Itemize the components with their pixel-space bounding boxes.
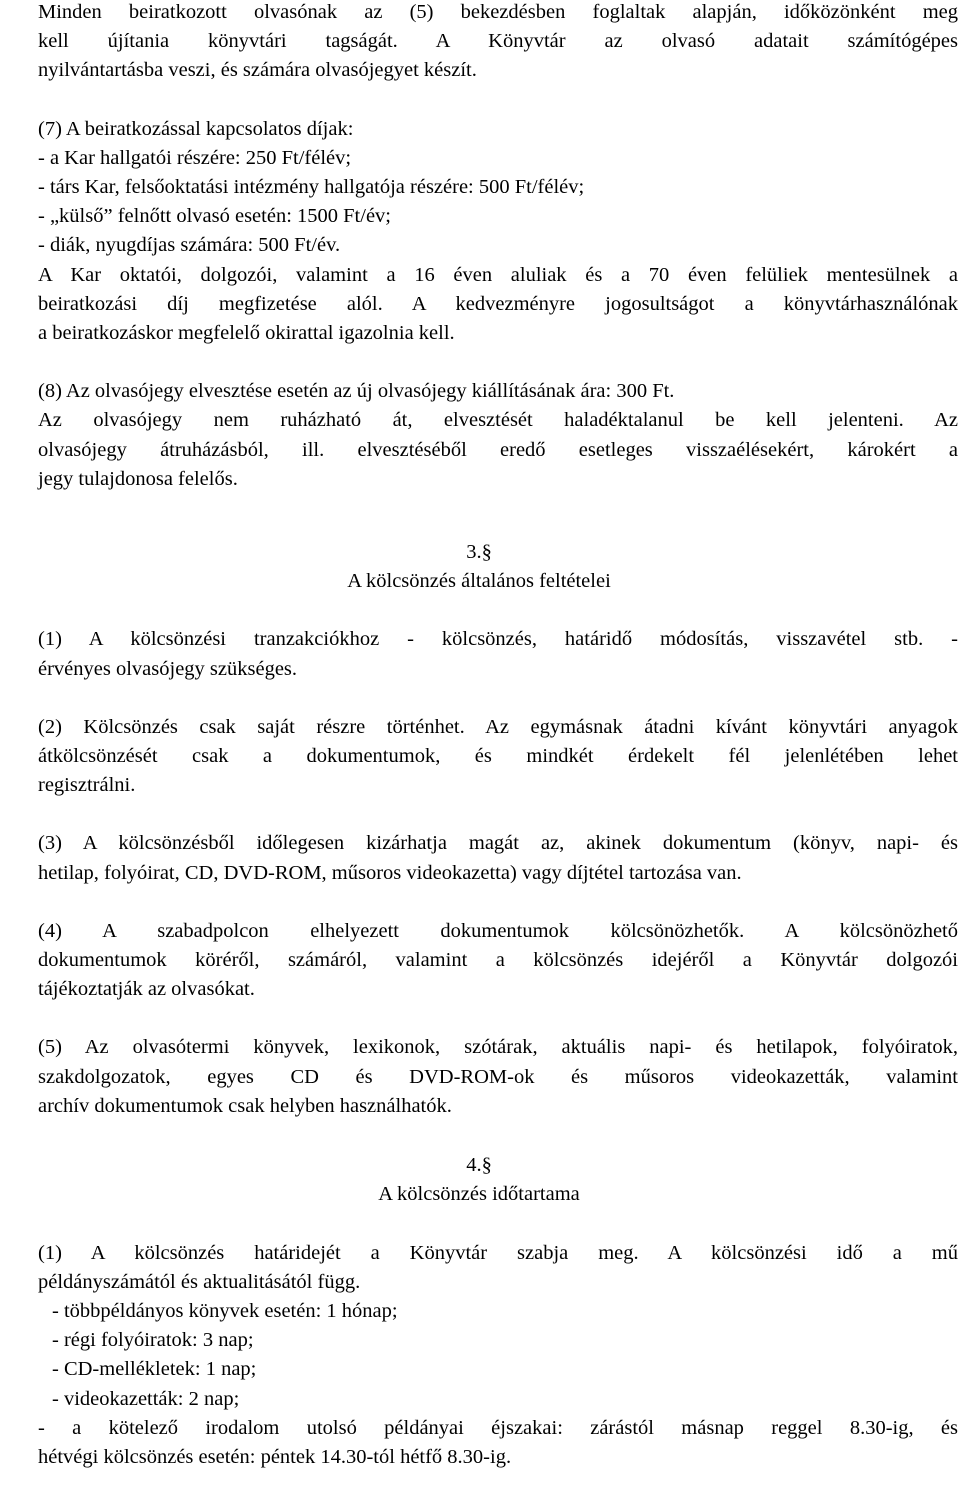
section-7-line-7: beiratkozási díj megfizetése alól. A kedvezményre jogosultságot a könyvtárhasználónak (38, 292, 958, 315)
chapter-4-item-1-line-1: (1) A kölcsönzés határidejét a Könyvtár szabja meg. A kölcsönzési idő a mű (38, 1241, 958, 1264)
chapter-3-item-1 (38, 625, 958, 683)
section-8-line-1: (8) Az olvasójegy elvesztése esetén az új olvasójegy kiállításának ára: 300 Ft. (38, 380, 675, 403)
section-7-line-3: - társ Kar, felsőoktatási intézmény hallgatója részére: 500 Ft/félév; (38, 176, 585, 199)
section-8-lost-card (38, 377, 958, 494)
chapter-3-item-2-line-1: (2) Kölcsönzés csak saját részre történhet. Az egymásnak átadni kívánt könyvtári anyagok (38, 715, 958, 738)
intro-line-3: nyilvántartásba veszi, és számára olvasójegyet készít. (38, 59, 477, 82)
loan-list-item-2: - régi folyóiratok: 3 nap; (52, 1329, 254, 1352)
loan-list-item-3: - CD-mellékletek: 1 nap; (52, 1358, 257, 1381)
chapter-4-loan-list (38, 1297, 958, 1414)
intro-line-1: Minden beiratkozott olvasónak az (5) bekezdésben foglaltak alapján, időközönként meg (38, 1, 958, 23)
chapter-3-item-5-line-3: archív dokumentumok csak helyben használhatók. (38, 1094, 452, 1117)
chapter-3-item-1-line-1: (1) A kölcsönzési tranzakciókhoz - kölcsönzés, határidő módosítás, visszavétel stb. - (38, 628, 958, 651)
chapter-3-item-3-line-1: (3) A kölcsönzésből időlegesen kizárhatja magát az, akinek dokumentum (könyv, napi- és (38, 832, 958, 855)
loan-list-item-4: - videokazetták: 2 nap; (52, 1387, 240, 1410)
chapter-3-item-4-line-2: dokumentumok köréről, számáról, valamint a kölcsönzés idejéről a Könyvtár dolgozói (38, 949, 958, 972)
chapter-3-item-2-line-3: regisztrálni. (38, 774, 136, 797)
chapter-3-item-3-line-2: hetilap, folyóirat, CD, DVD-ROM, műsoros videokazetta) vagy díjtétel tartozása van. (38, 861, 742, 884)
chapter-4-title: A kölcsönzés időtartama (378, 1183, 580, 1206)
section-8-line-2: Az olvasójegy nem ruházható át, elvesztését haladéktalanul be kell jelenteni. Az (38, 409, 958, 432)
loan-list-item-1: - többpéldányos könyvek esetén: 1 hónap; (52, 1299, 398, 1322)
chapter-3-item-2 (38, 713, 958, 801)
chapter-3-item-4 (38, 917, 958, 1005)
section-7-line-8: a beiratkozáskor megfelelő okirattal igazolnia kell. (38, 322, 455, 345)
section-7-line-2: - a Kar hallgatói részére: 250 Ft/félév; (38, 146, 352, 169)
chapter-3-title: A kölcsönzés általános feltételei (347, 570, 611, 593)
chapter-3-number: 3.§ (466, 541, 492, 564)
section-8-line-3: olvasójegy átruházásból, ill. elvesztéséből eredő esetleges visszaélésekért, károkért a (38, 438, 958, 461)
section-8-line-4: jegy tulajdonosa felelős. (38, 467, 238, 490)
section-7-line-6: A Kar oktatói, dolgozói, valamint a 16 éven aluliak és a 70 éven felüliek mentesülnek a (38, 263, 958, 286)
chapter-4-number: 4.§ (466, 1154, 492, 1177)
mandatory-reading-line-1: - a kötelező irodalom utolsó példányai éjszakai: zárástól másnap reggel 8.30-ig, és (38, 1416, 958, 1439)
chapter-3-item-4-line-3: tájékoztatják az olvasókat. (38, 978, 255, 1001)
section-7-fees (38, 115, 958, 349)
chapter-4-item-1 (38, 1239, 958, 1297)
chapter-4-mandatory-reading (38, 1414, 958, 1472)
mandatory-reading-line-2: hétvégi kölcsönzés esetén: péntek 14.30-tól hétfő 8.30-ig. (38, 1445, 512, 1468)
chapter-4-item-1-line-2: példányszámától és aktualitásától függ. (38, 1270, 361, 1293)
chapter-3-item-1-line-2: érvényes olvasójegy szükséges. (38, 657, 298, 680)
intro-line-2: kell újítania könyvtári tagságát. A Könyvtár az olvasó adatait számítógépes (38, 30, 958, 53)
section-7-line-1: (7) A beiratkozással kapcsolatos díjak: (38, 117, 354, 140)
chapter-3-item-5-line-1: (5) Az olvasótermi könyvek, lexikonok, szótárak, aktuális napi- és hetilapok, folyóiratok, (38, 1036, 958, 1059)
chapter-3-item-4-line-1: (4) A szabadpolcon elhelyezett dokumentumok kölcsönözhetők. A kölcsönözhető (38, 919, 958, 942)
section-7-line-4: - „külső” felnőtt olvasó esetén: 1500 Ft/év; (38, 205, 391, 228)
chapter-3-item-5 (38, 1033, 958, 1121)
chapter-3-item-5-line-2: szakdolgozatok, egyes CD és DVD-ROM-ok és műsoros videokazetták, valamint (38, 1065, 958, 1088)
chapter-3-item-3 (38, 829, 958, 887)
chapter-3-item-2-line-2: átkölcsönzését csak a dokumentumok, és mindkét érdekelt fél jelenlétében lehet (38, 745, 958, 768)
document-page (38, 0, 958, 1472)
section-7-line-5: - diák, nyugdíjas számára: 500 Ft/év. (38, 234, 341, 257)
intro-paragraph (38, 0, 958, 86)
